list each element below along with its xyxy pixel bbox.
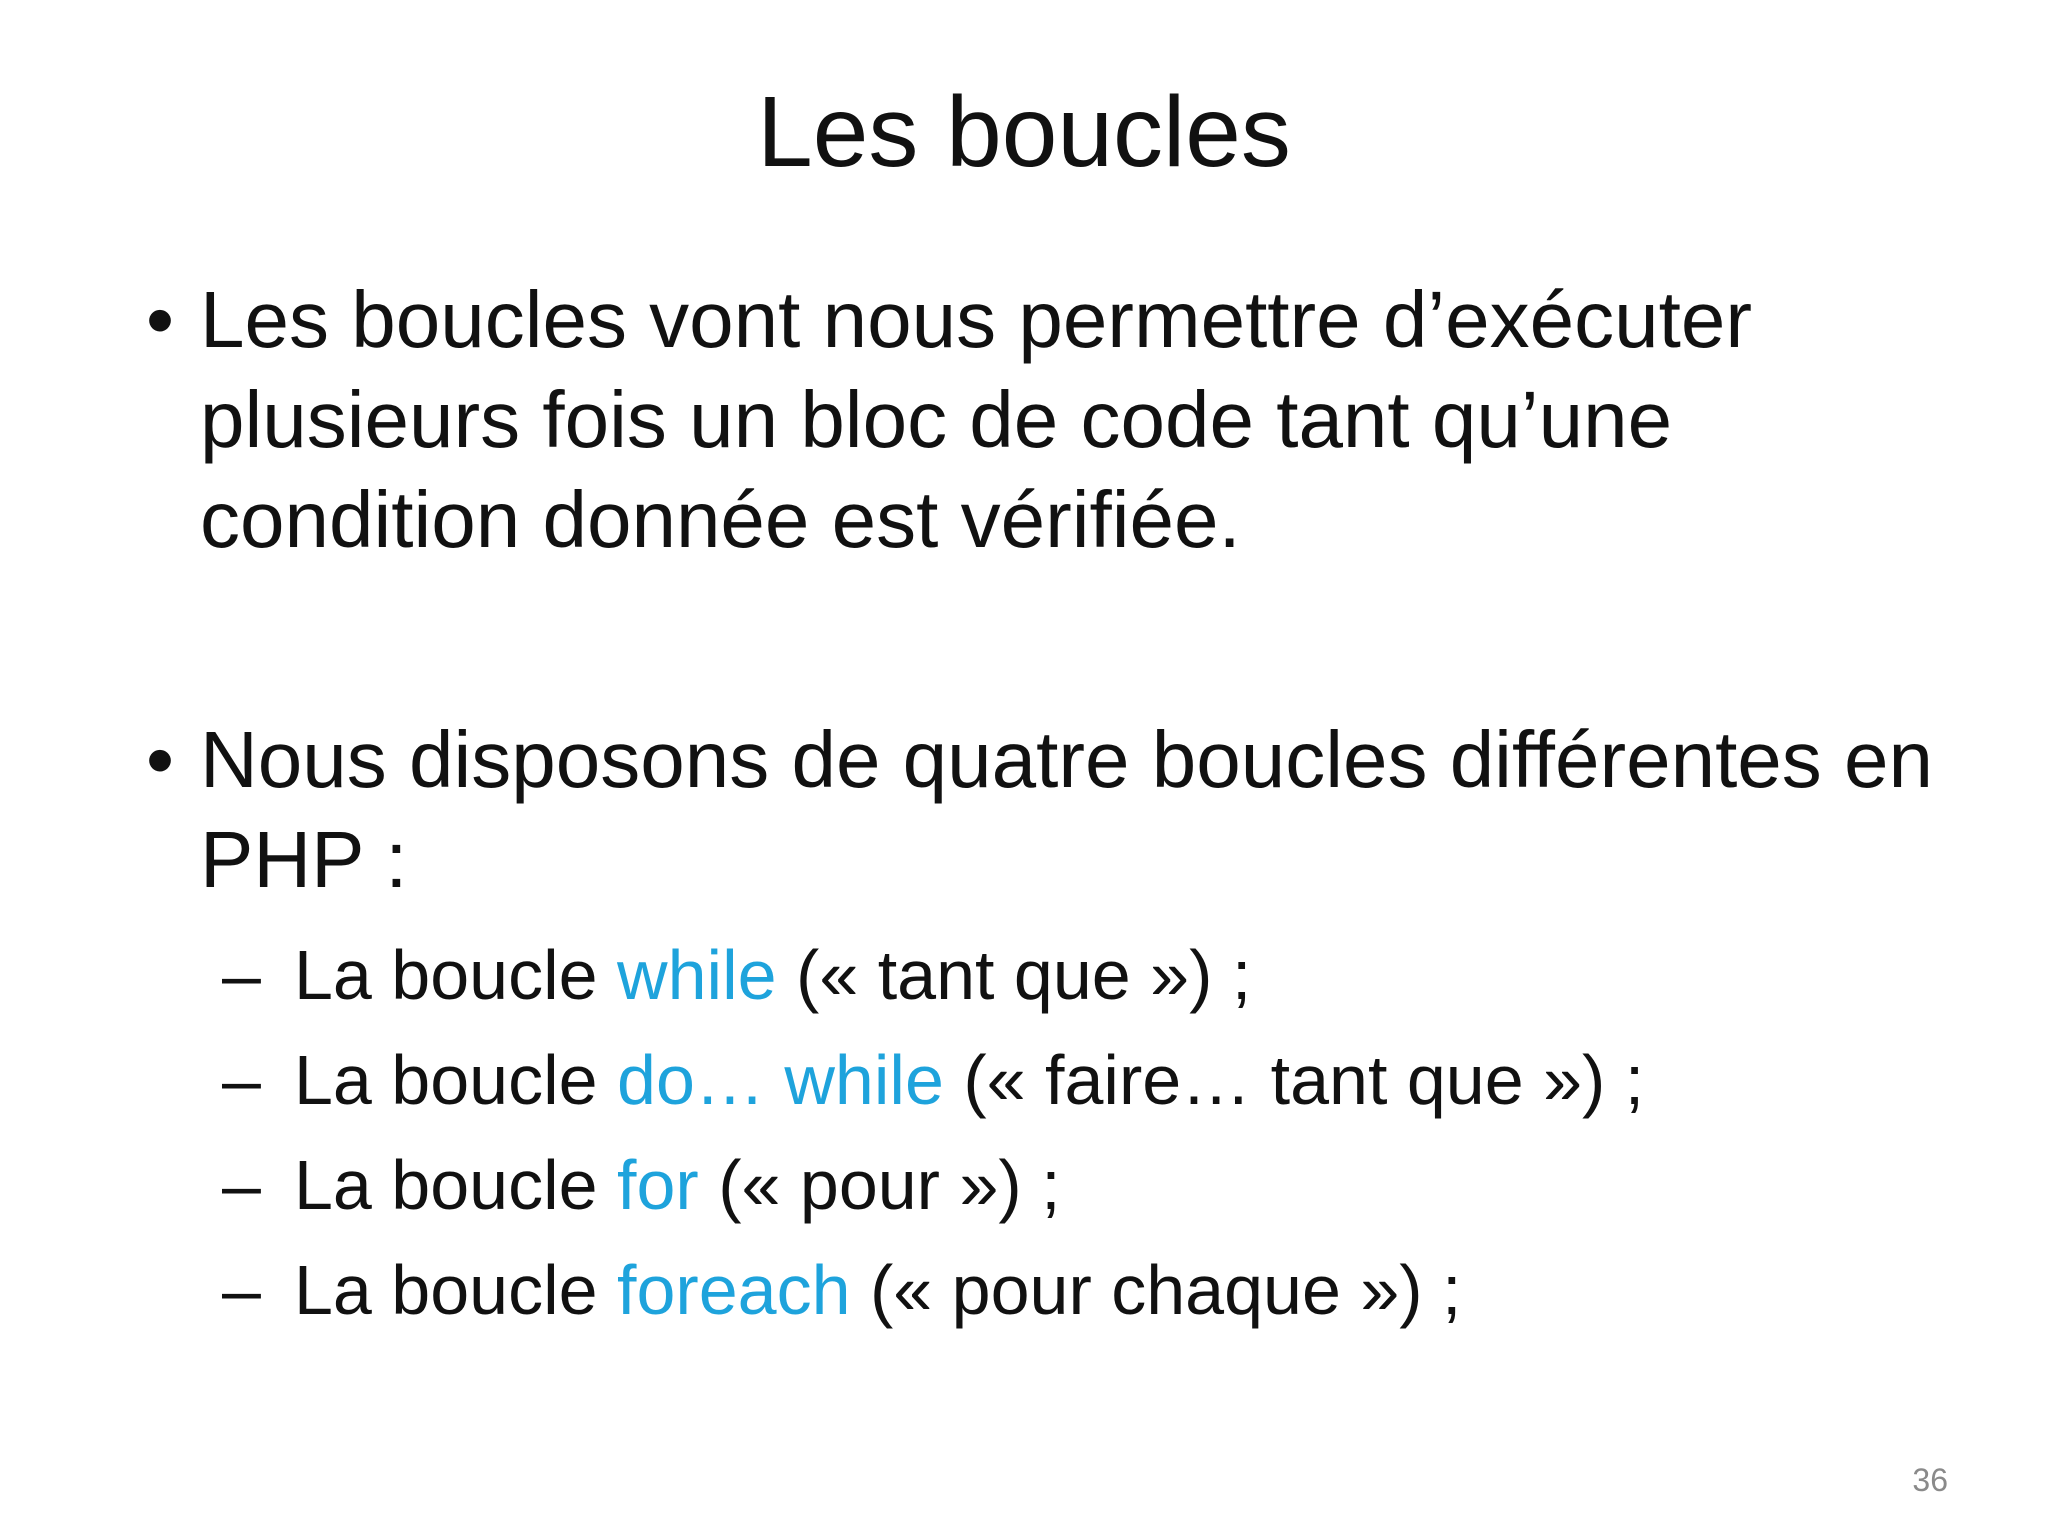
- loop-prefix: La boucle: [294, 1251, 618, 1329]
- bullet-dot: •: [145, 715, 174, 804]
- sub-bullet-item: [222, 1140, 1942, 1230]
- sub-bullet-item: [222, 1035, 1942, 1125]
- slide-title: Les boucles: [757, 76, 1291, 188]
- loop-prefix: La boucle: [294, 1041, 618, 1119]
- dash: –: [222, 1146, 261, 1224]
- loop-prefix: La boucle: [294, 936, 618, 1014]
- loop-suffix: (« pour ») ;: [698, 1146, 1061, 1224]
- bullet-item: [120, 270, 1960, 570]
- dash: –: [222, 936, 261, 1014]
- loop-suffix: (« pour chaque ») ;: [850, 1251, 1462, 1329]
- loop-suffix: (« tant que ») ;: [776, 936, 1252, 1014]
- loop-prefix: La boucle: [294, 1146, 618, 1224]
- bullet-dot: •: [145, 275, 174, 364]
- loop-suffix: (« faire… tant que ») ;: [943, 1041, 1645, 1119]
- bullet-text: Les boucles vont nous permettre d’exécuter plusieurs fois un bloc de code tant qu’une condition donnée est vérifiée.: [200, 275, 1752, 564]
- bullet-item: [120, 710, 1960, 910]
- loop-keyword: for: [617, 1146, 699, 1224]
- sub-bullet-item: [222, 1245, 1942, 1335]
- loop-keyword: do… while: [617, 1041, 944, 1119]
- bullet-text: Nous disposons de quatre boucles différentes en PHP :: [200, 715, 1934, 904]
- dash: –: [222, 1251, 261, 1329]
- sub-bullet-item: [222, 930, 1942, 1020]
- page-number: 36: [1912, 1462, 1948, 1498]
- dash: –: [222, 1041, 261, 1119]
- loop-keyword: while: [617, 936, 777, 1014]
- loop-keyword: foreach: [617, 1251, 851, 1329]
